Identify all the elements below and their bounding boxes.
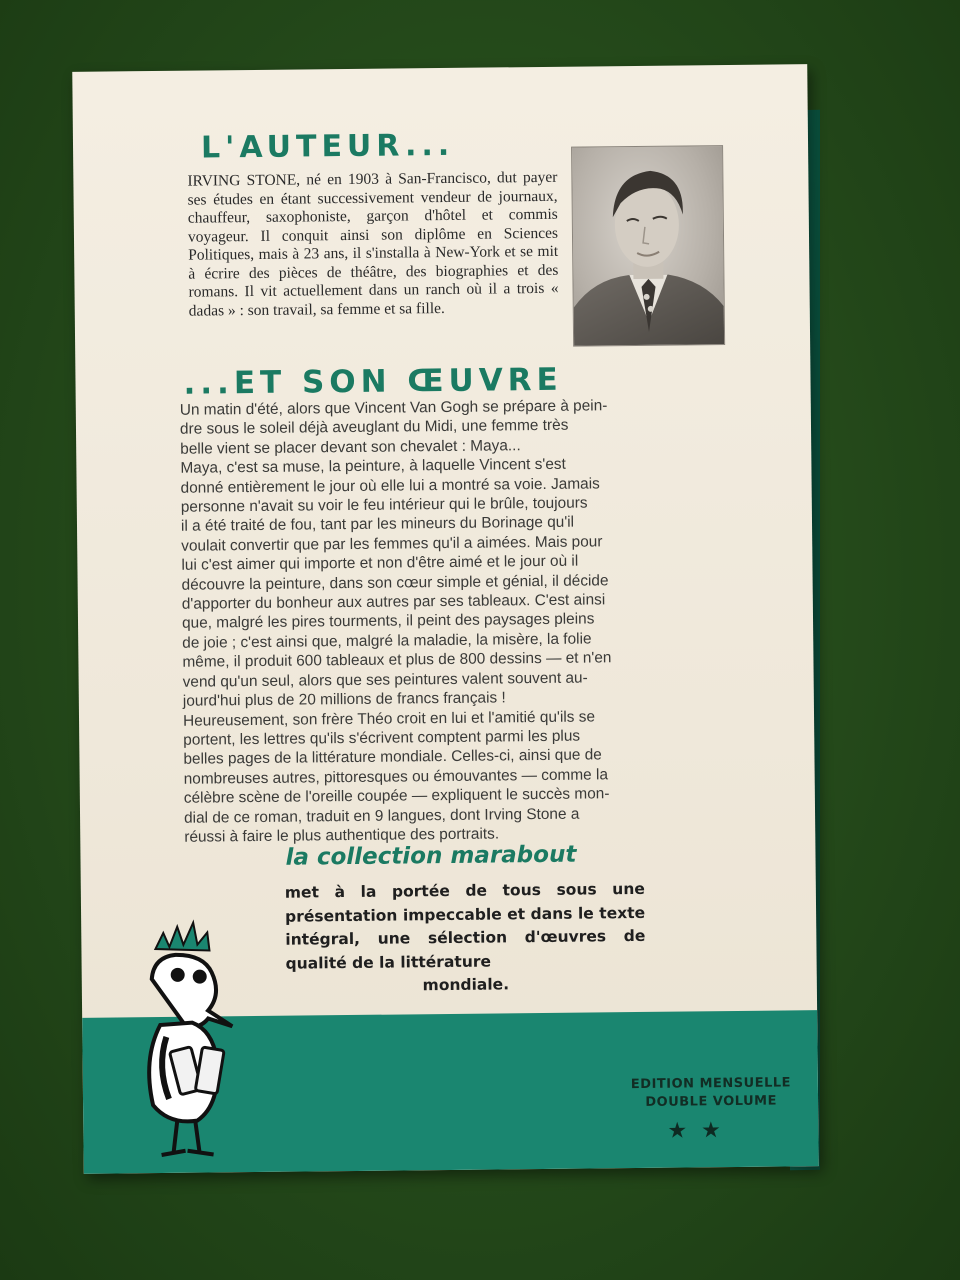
summary-line: belle vient se placer devant son chevalet : Maya... [180,437,521,458]
summary-line: dre sous le soleil déjà aveuglant du Midi, une femme très [179,417,569,439]
author-bio: IRVING STONE, né en 1903 à San-Francisco, dut payer ses études en étant successivement vendeur de journaux, chauffeur, saxophoniste, garçon d'hôtel et commis voyageur. Il conquit ainsi son diplôme en Sciences Politiques, mais à 23 ans, il s'installa à New-York et se mit à écrire des pièces de théâtre, des biographies et des romans. Il vit actuellement dans un ranch où il a trois « dadas » : son travail, sa femme et sa fille. [187,168,559,320]
summary-line: lui c'est aimer qui importe et non d'être aimé et le jour où il [181,552,579,575]
summary-line: que, malgré les pires tourments, il peint des paysages pleins [181,610,595,633]
collection-title: la collection marabout [285,841,577,871]
book-back-cover [72,64,818,1174]
summary-line: célèbre scène de l'oreille coupée — expliquent le succès mon- [183,785,610,807]
summary-line: Un matin d'été, alors que Vincent Van Gogh se prépare à pein- [179,397,608,419]
collection-description [285,878,646,999]
author-portrait-photo [571,145,725,347]
summary-line: réussi à faire le plus authentique des portraits. [184,825,500,846]
novel-summary [180,395,763,847]
summary-line: belles pages de la littérature mondiale. Celles-ci, ainsi que de [183,746,602,769]
summary-line: Maya, c'est sa muse, la peinture, à laquelle Vincent s'est [180,455,566,477]
summary-line: même, il produit 600 tableaux et plus de 800 dessins — et n'en [182,649,612,672]
summary-line: il a été traité de fou, tant par les mineurs du Borinage qu'il [180,514,575,536]
summary-line: portent, les lettres qu'ils s'écrivent comptent parmi les plus [183,727,581,749]
author-heading: L'AUTEUR... [200,127,455,166]
summary-line: d'apporter du bonheur aux autres par ses tableaux. C'est ainsi [181,591,606,613]
summary-line: de joie ; c'est ainsi que, malgré la maladie, la misère, la folie [182,630,592,652]
edition-line-volume: DOUBLE VOLUME [645,1093,777,1110]
edition-label [631,1074,791,1112]
summary-line: voulait convertir que par les femmes qu'il a aimées. Mais pour [181,533,603,555]
summary-line: personne n'avait su voir le feu intérieur qui le brûle, toujours [180,494,588,516]
double-star-icon: ★★ [667,1116,735,1143]
marabou-bird-logo-icon [111,908,254,1159]
collection-text-last: mondiale. [422,975,510,995]
edition-line-monthly: EDITION MENSUELLE [630,1075,792,1093]
summary-line: Heureusement, son frère Théo croit en lui et l'amitié qu'ils se [182,707,596,730]
summary-line: vend qu'un seul, alors que ses peintures valent souvent au- [182,669,588,691]
work-heading: ...ET SON ŒUVRE [183,361,563,402]
summary-line: dial de ce roman, traduit en 9 langues, dont Irving Stone a [183,805,580,827]
summary-line: donné entièrement le jour où elle lui a montré sa voie. Jamais [180,475,600,497]
summary-line: découvre la peinture, dans son cœur simple et génial, il décide [181,571,609,594]
collection-text-body: met à la portée de tous sous une présentation impeccable et dans le texte intégral, une sélection d'œuvres de qualité de la littérature [284,879,646,973]
summary-line: nombreuses autres, pittoresques ou émouvantes — comme la [183,766,609,788]
summary-line: jourd'hui plus de 20 millions de francs français ! [182,689,506,710]
